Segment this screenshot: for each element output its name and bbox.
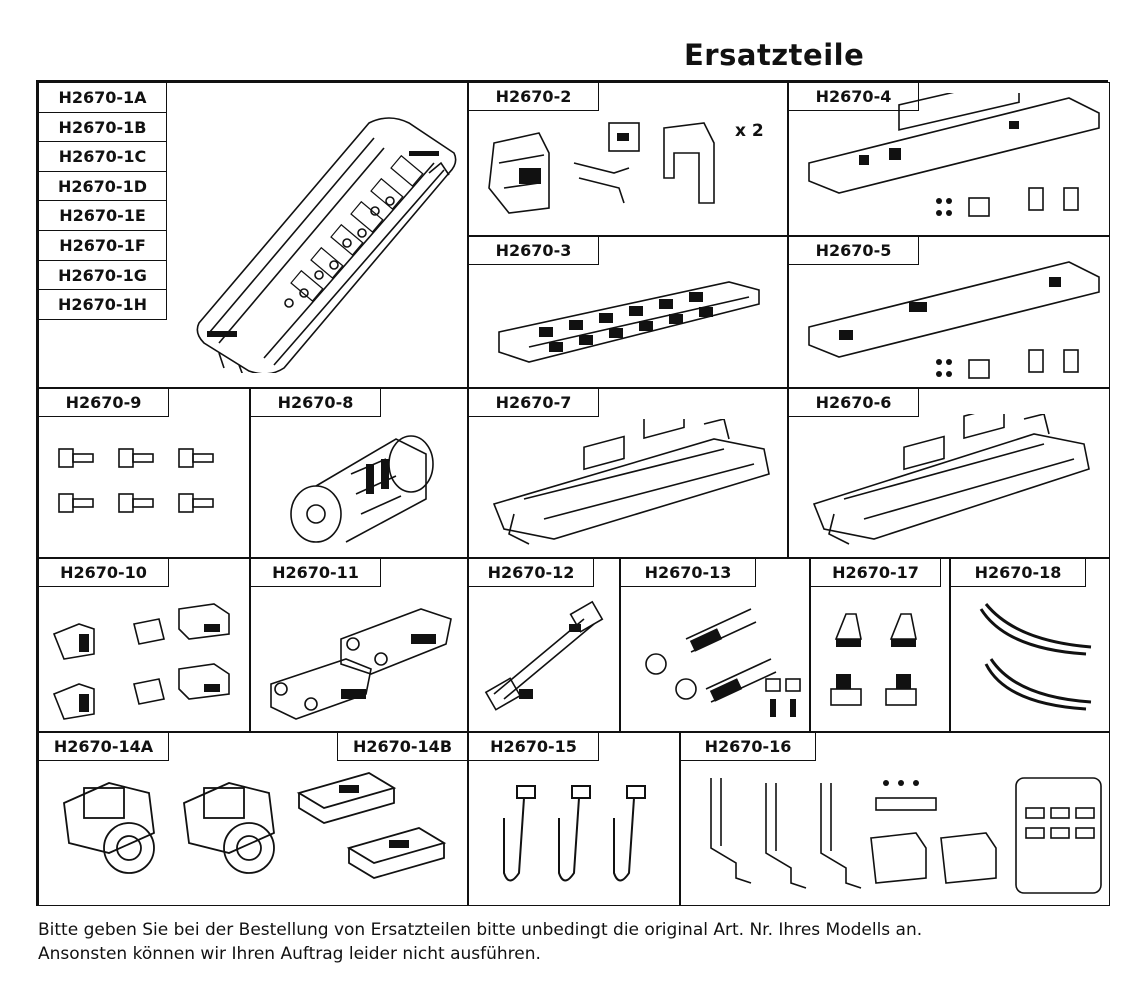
part-number-1h: H2670-1H (39, 290, 167, 320)
page-title: Ersatzteile (684, 38, 865, 72)
cell-part-17 (810, 558, 950, 732)
part-number-13: H2670-13 (621, 559, 756, 587)
part-number-6: H2670-6 (789, 389, 919, 417)
screws-drawing (54, 444, 234, 544)
part-number-15: H2670-15 (469, 733, 599, 761)
cell-part-18 (950, 558, 1110, 732)
part-number-1b: H2670-1B (39, 113, 167, 143)
quantity-label: x 2 (735, 121, 764, 141)
cell-part-15 (468, 732, 680, 906)
handrail-drawing (976, 599, 1101, 724)
circuit-board-drawing (799, 93, 1104, 233)
part-number-11: H2670-11 (251, 559, 381, 587)
part-number-2: H2670-2 (469, 83, 599, 111)
cell-part-2 (468, 82, 788, 236)
part-number-1f: H2670-1F (39, 231, 167, 261)
part-number-3: H2670-3 (469, 237, 599, 265)
part-number-16: H2670-16 (681, 733, 816, 761)
railcar-body-drawing (179, 103, 459, 373)
part-number-5: H2670-5 (789, 237, 919, 265)
small-parts-drawing (826, 609, 941, 724)
part-number-17: H2670-17 (811, 559, 941, 587)
cell-part-8 (250, 388, 468, 558)
motor-drawing (286, 424, 456, 554)
cell-part-10 (38, 558, 250, 732)
part-number-9: H2670-9 (39, 389, 169, 417)
cell-part-12 (468, 558, 620, 732)
order-note-line-1: Bitte geben Sie bei der Bestellung von Ersatzteilen bitte unbedingt die original Art. Nr. Ihres Modells an. (38, 920, 923, 940)
parts-sheet (36, 80, 1108, 906)
cell-part-14 (38, 732, 468, 906)
part-number-1g: H2670-1G (39, 261, 167, 291)
part-number-14b: H2670-14B (337, 733, 467, 761)
order-note-line-2: Ansonsten können wir Ihren Auftrag leider nicht ausführen. (38, 944, 541, 964)
bogie-frame-drawing (261, 589, 466, 729)
circuit-board-drawing (799, 252, 1104, 387)
wire-parts-drawing (489, 778, 669, 898)
etched-parts-drawing (696, 768, 1106, 903)
cell-part-4 (788, 82, 1110, 236)
part-number-1a: H2670-1A (39, 83, 167, 113)
chassis-drawing (804, 414, 1104, 549)
drive-shaft-drawing (479, 599, 614, 724)
window-insert-drawing (489, 262, 779, 382)
part-number-18: H2670-18 (951, 559, 1086, 587)
part-number-1e: H2670-1E (39, 201, 167, 231)
worm-gear-drawing (631, 594, 806, 729)
bogie-assembly-drawing (49, 763, 464, 903)
chassis-drawing (484, 419, 784, 554)
cell-part-11 (250, 558, 468, 732)
part-number-4: H2670-4 (789, 83, 919, 111)
part-number-14a: H2670-14A (39, 733, 169, 761)
cell-body (38, 82, 468, 388)
cab-end-drawing (479, 113, 769, 233)
cell-part-7 (468, 388, 788, 558)
cell-part-16 (680, 732, 1110, 906)
cell-part-6 (788, 388, 1110, 558)
cell-part-5 (788, 236, 1110, 388)
order-note (38, 918, 922, 966)
body-variant-list (39, 83, 167, 320)
cell-part-9 (38, 388, 250, 558)
part-number-8: H2670-8 (251, 389, 381, 417)
part-number-1d: H2670-1D (39, 172, 167, 202)
part-number-7: H2670-7 (469, 389, 599, 417)
cell-part-13 (620, 558, 810, 732)
part-number-1c: H2670-1C (39, 142, 167, 172)
cell-part-3 (468, 236, 788, 388)
part-number-10: H2670-10 (39, 559, 169, 587)
coupling-parts-drawing (49, 594, 244, 729)
part-number-12: H2670-12 (469, 559, 594, 587)
